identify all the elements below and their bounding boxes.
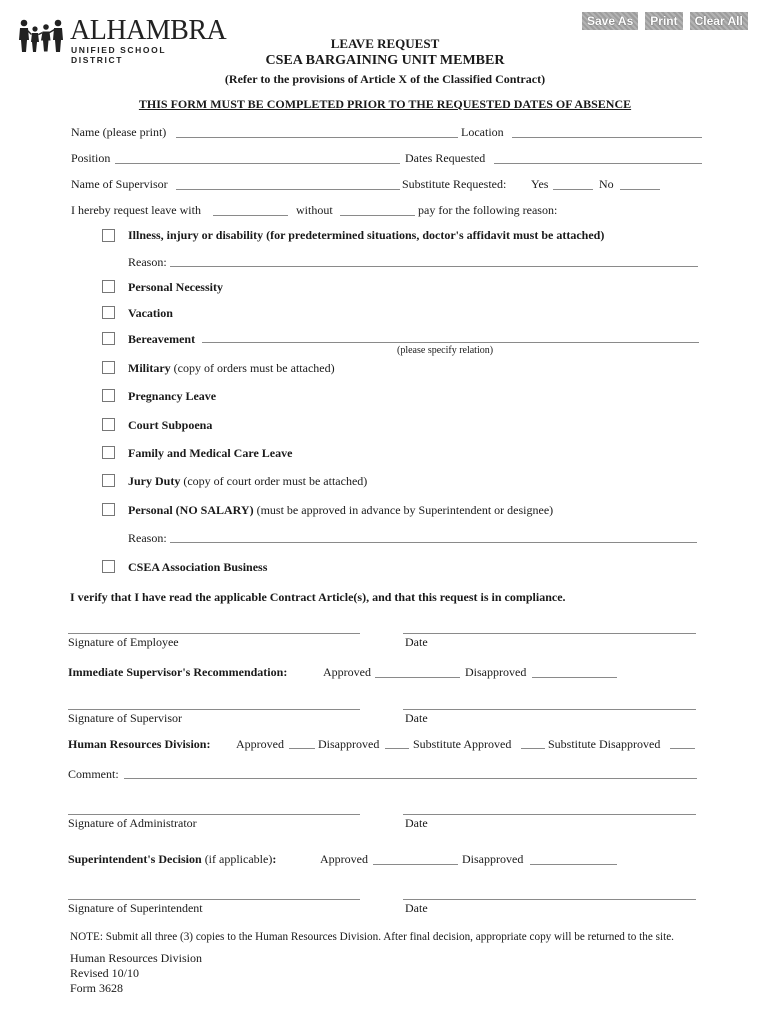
personal-necessity-checkbox[interactable] xyxy=(102,280,115,293)
personal-reason-field[interactable] xyxy=(170,542,697,543)
hr-substitute-approved-label: Substitute Approved xyxy=(413,737,512,751)
hr-substitute-disapproved-field[interactable] xyxy=(670,748,695,749)
district-name: ALHAMBRA xyxy=(70,15,227,46)
vacation-checkbox[interactable] xyxy=(102,306,115,319)
employee-signature-field[interactable] xyxy=(68,633,360,634)
jury-duty-checkbox[interactable] xyxy=(102,474,115,487)
hr-disapproved-field[interactable] xyxy=(385,748,409,749)
bereavement-relation-field[interactable] xyxy=(202,342,699,343)
personal-necessity-label: Personal Necessity xyxy=(128,280,223,294)
superintendent-approved-field[interactable] xyxy=(373,864,458,865)
superintendent-signature-label: Signature of Superintendent xyxy=(68,901,203,915)
verification-statement: I verify that I have read the applicable Contract Article(s), and that this request is in compliance. xyxy=(70,590,566,604)
print-button[interactable]: Print xyxy=(645,12,682,30)
personal-no-salary-label: Personal (NO SALARY) (must be approved in advance by Superintendent or designee) xyxy=(128,503,554,517)
substitute-no-field[interactable] xyxy=(620,189,660,190)
form-reference: (Refer to the provisions of Article X of the Classified Contract) xyxy=(224,72,546,86)
administrator-signature-label: Signature of Administrator xyxy=(68,816,197,830)
illness-label: Illness, injury or disability (for predetermined situations, doctor's affidavit must be attached) xyxy=(128,228,605,242)
military-label: Military (copy of orders must be attached) xyxy=(128,361,335,375)
location-field[interactable] xyxy=(512,137,702,138)
administrator-date-field[interactable] xyxy=(403,814,696,815)
submission-note: NOTE: Submit all three (3) copies to the Human Resources Division. After final decision, appropriate copy will be returned to the site. xyxy=(70,931,674,943)
illness-reason-label: Reason: xyxy=(128,255,167,269)
footer-revised: Revised 10/10 xyxy=(70,966,139,980)
supervisor-signature-label: Signature of Supervisor xyxy=(68,711,182,725)
illness-reason-field[interactable] xyxy=(170,266,698,267)
pregnancy-leave-checkbox[interactable] xyxy=(102,389,115,402)
hr-division-label: Human Resources Division: xyxy=(68,737,211,751)
superintendent-disapproved-field[interactable] xyxy=(530,864,617,865)
form-toolbar xyxy=(582,12,748,30)
court-subpoena-label: Court Subpoena xyxy=(128,418,213,432)
without-label: without xyxy=(296,203,333,217)
court-subpoena-checkbox[interactable] xyxy=(102,418,115,431)
hr-substitute-disapproved-label: Substitute Disapproved xyxy=(548,737,661,751)
location-label: Location xyxy=(461,125,504,139)
comment-label: Comment: xyxy=(68,767,119,781)
bereavement-checkbox[interactable] xyxy=(102,332,115,345)
footer-division: Human Resources Division xyxy=(70,951,202,965)
illness-checkbox[interactable] xyxy=(102,229,115,242)
superintendent-disapproved-label: Disapproved xyxy=(462,852,524,866)
save-as-button[interactable]: Save As xyxy=(582,12,638,30)
supervisor-name-field[interactable] xyxy=(176,189,400,190)
csea-business-label: CSEA Association Business xyxy=(128,560,268,574)
administrator-date-label: Date xyxy=(405,816,428,830)
clear-all-button[interactable]: Clear All xyxy=(690,12,748,30)
superintendent-signature-field[interactable] xyxy=(68,899,360,900)
position-label: Position xyxy=(71,151,111,165)
hr-disapproved-label: Disapproved xyxy=(318,737,380,751)
hr-approved-field[interactable] xyxy=(289,748,315,749)
superintendent-approved-label: Approved xyxy=(320,852,368,866)
military-checkbox[interactable] xyxy=(102,361,115,374)
hr-approved-label: Approved xyxy=(236,737,284,751)
family-medical-checkbox[interactable] xyxy=(102,446,115,459)
comment-field[interactable] xyxy=(124,778,697,779)
employee-signature-label: Signature of Employee xyxy=(68,635,179,649)
footer-form-number: Form 3628 xyxy=(70,981,124,995)
family-medical-label: Family and Medical Care Leave xyxy=(128,446,293,460)
supervisor-signature-field[interactable] xyxy=(68,709,360,710)
supervisor-recommendation-label: Immediate Supervisor's Recommendation: xyxy=(68,665,288,679)
specify-relation-hint: (please specify relation) xyxy=(397,345,494,356)
substitute-no-label: No xyxy=(599,177,614,191)
employee-date-label: Date xyxy=(405,635,428,649)
supervisor-disapproved-label: Disapproved xyxy=(465,665,527,679)
district-subtitle: UNIFIED SCHOOL DISTRICT xyxy=(71,45,166,65)
pay-with-field[interactable] xyxy=(213,215,288,216)
substitute-yes-field[interactable] xyxy=(553,189,593,190)
name-field[interactable] xyxy=(176,137,458,138)
supervisor-date-label: Date xyxy=(405,711,428,725)
superintendent-date-field[interactable] xyxy=(403,899,696,900)
supervisor-approved-label: Approved xyxy=(323,665,371,679)
form-subtitle: CSEA BARGAINING UNIT MEMBER xyxy=(265,53,505,68)
personal-reason-label: Reason: xyxy=(128,531,167,545)
csea-business-checkbox[interactable] xyxy=(102,560,115,573)
pay-reason-label: pay for the following reason: xyxy=(418,203,558,217)
bereavement-label: Bereavement xyxy=(128,332,196,346)
form-notice: THIS FORM MUST BE COMPLETED PRIOR TO THE REQUESTED DATES OF ABSENCE xyxy=(138,97,632,111)
substitute-label: Substitute Requested: xyxy=(402,177,507,191)
name-label: Name (please print) xyxy=(71,125,167,139)
form-title: LEAVE REQUEST xyxy=(330,36,440,51)
supervisor-name-label: Name of Supervisor xyxy=(71,177,168,191)
superintendent-date-label: Date xyxy=(405,901,428,915)
pregnancy-leave-label: Pregnancy Leave xyxy=(128,389,217,403)
hr-substitute-approved-field[interactable] xyxy=(521,748,545,749)
dates-requested-field[interactable] xyxy=(494,163,702,164)
pay-without-field[interactable] xyxy=(340,215,415,216)
supervisor-date-field[interactable] xyxy=(403,709,696,710)
personal-no-salary-checkbox[interactable] xyxy=(102,503,115,516)
administrator-signature-field[interactable] xyxy=(68,814,360,815)
employee-date-field[interactable] xyxy=(403,633,696,634)
dates-requested-label: Dates Requested xyxy=(405,151,486,165)
vacation-label: Vacation xyxy=(128,306,173,320)
position-field[interactable] xyxy=(115,163,400,164)
supervisor-approved-field[interactable] xyxy=(375,677,460,678)
jury-duty-label: Jury Duty (copy of court order must be attached) xyxy=(128,474,368,488)
superintendent-decision-label: Superintendent's Decision (if applicable): xyxy=(68,852,277,866)
request-leave-label: I hereby request leave with xyxy=(71,203,201,217)
substitute-yes-label: Yes xyxy=(531,177,549,191)
supervisor-disapproved-field[interactable] xyxy=(532,677,617,678)
